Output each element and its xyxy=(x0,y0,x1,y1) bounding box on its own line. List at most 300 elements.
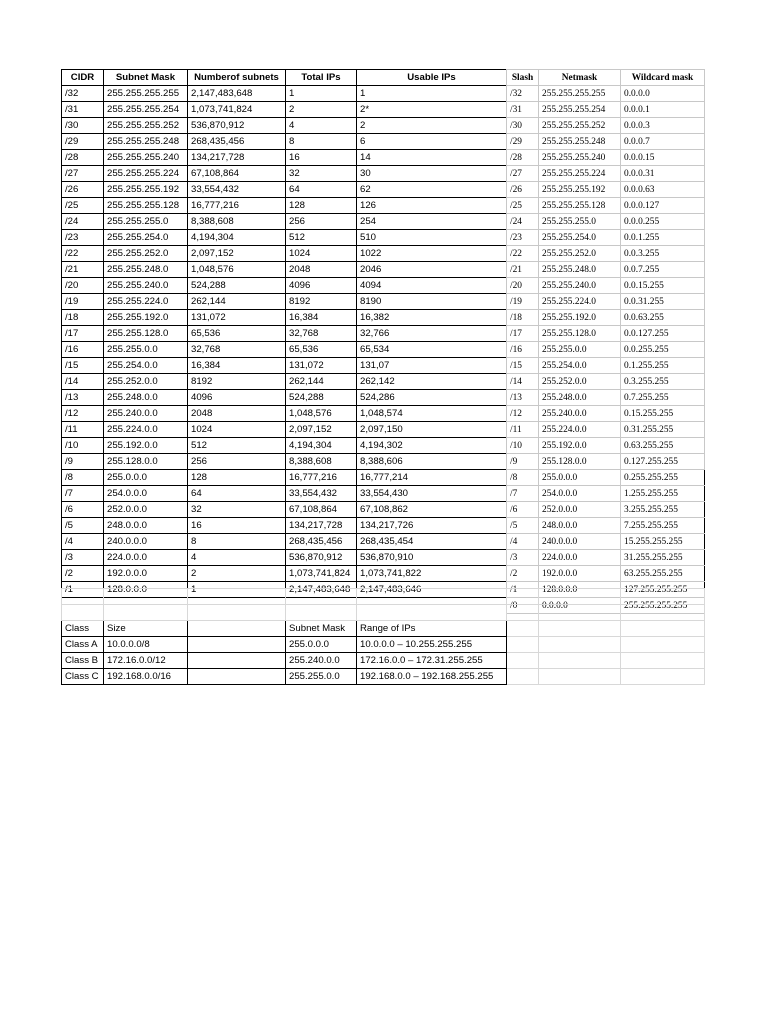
slash-cell: /31 xyxy=(507,102,539,118)
class-header-cell: Range of IPs xyxy=(357,621,507,637)
subnet-count-cell: 4,194,304 xyxy=(188,230,286,246)
slash-row xyxy=(507,406,705,422)
subnet-mask-cell: 255.255.192.0 xyxy=(104,310,188,326)
cidr-cell: /18 xyxy=(62,310,104,326)
blank-cell xyxy=(539,621,621,637)
total-ips-cell: 16,777,216 xyxy=(286,470,357,486)
cidr-row xyxy=(62,390,507,406)
subnet-mask-cell: 255.255.255.128 xyxy=(104,198,188,214)
class-size-cell: 172.16.0.0/12 xyxy=(104,653,188,669)
subnet-mask-cell: 255.254.0.0 xyxy=(104,358,188,374)
usable-ips-cell: 16,382 xyxy=(357,310,507,326)
netmask-cell: 255.255.248.0 xyxy=(539,262,621,278)
slash-cell: /7 xyxy=(507,486,539,502)
netmask-cell: 0.0.0.0 xyxy=(539,598,621,614)
blank-cell xyxy=(507,653,539,669)
cidr-cell: /5 xyxy=(62,518,104,534)
subnet-mask-cell: 252.0.0.0 xyxy=(104,502,188,518)
slash-cell: /19 xyxy=(507,294,539,310)
class-row xyxy=(62,637,705,653)
slash-cell: /13 xyxy=(507,390,539,406)
subnet-count-cell: 134,217,728 xyxy=(188,150,286,166)
cidr-cell: /32 xyxy=(62,86,104,102)
cidr-row xyxy=(62,518,507,534)
cidr-row xyxy=(62,102,507,118)
netmask-cell: 255.248.0.0 xyxy=(539,390,621,406)
blank-cell xyxy=(286,605,357,621)
slash-cell: /8 xyxy=(507,470,539,486)
wildcard-mask-cell: 3.255.255.255 xyxy=(621,502,705,518)
subnet-mask-cell: 255.255.255.248 xyxy=(104,134,188,150)
wildcard-mask-cell: 31.255.255.255 xyxy=(621,550,705,566)
slash-row xyxy=(507,470,705,486)
subnet-count-cell: 4096 xyxy=(188,390,286,406)
wildcard-mask-cell: 0.1.255.255 xyxy=(621,358,705,374)
cidr-row xyxy=(62,294,507,310)
cidr-cell: /27 xyxy=(62,166,104,182)
subnet-mask-cell: 255.255.255.192 xyxy=(104,182,188,198)
blank-cell xyxy=(539,669,621,685)
usable-ips-cell: 2,097,150 xyxy=(357,422,507,438)
blank-cell xyxy=(621,653,705,669)
slash-row xyxy=(507,150,705,166)
subnet-count-cell: 1,073,741,824 xyxy=(188,102,286,118)
subnet-mask-cell: 255.255.255.252 xyxy=(104,118,188,134)
cidr-row xyxy=(62,182,507,198)
slash-table xyxy=(506,69,705,614)
cidr-cell: /26 xyxy=(62,182,104,198)
slash-cell: /10 xyxy=(507,438,539,454)
slash-row xyxy=(507,326,705,342)
slash-row xyxy=(507,278,705,294)
total-ips-cell: 16 xyxy=(286,150,357,166)
cidr-row xyxy=(62,454,507,470)
blank-cell xyxy=(539,637,621,653)
slash-row xyxy=(507,566,705,582)
wildcard-mask-cell: 0.127.255.255 xyxy=(621,454,705,470)
netmask-cell: 255.255.240.0 xyxy=(539,278,621,294)
slash-row xyxy=(507,438,705,454)
netmask-cell: 255.255.255.128 xyxy=(539,198,621,214)
subnet-count-cell: 65,536 xyxy=(188,326,286,342)
subnet-mask-cell: 255.255.255.255 xyxy=(104,86,188,102)
usable-ips-cell: 65,534 xyxy=(357,342,507,358)
slash-cell: /11 xyxy=(507,422,539,438)
usable-ips-cell: 2 xyxy=(357,118,507,134)
slash-cell: /16 xyxy=(507,342,539,358)
subnet-mask-cell: 255.0.0.0 xyxy=(104,470,188,486)
class-range-cell: 192.168.0.0 – 192.168.255.255 xyxy=(357,669,507,685)
slash-cell: /25 xyxy=(507,198,539,214)
total-ips-cell: 8192 xyxy=(286,294,357,310)
slash-cell: /17 xyxy=(507,326,539,342)
blank-cell xyxy=(104,605,188,621)
slash-cell: /26 xyxy=(507,182,539,198)
slash-cell: /30 xyxy=(507,118,539,134)
total-ips-cell: 64 xyxy=(286,182,357,198)
wildcard-mask-cell: 0.0.0.7 xyxy=(621,134,705,150)
total-ips-cell: 1,073,741,824 xyxy=(286,566,357,582)
total-ips-cell: 67,108,864 xyxy=(286,502,357,518)
class-subnet-mask-cell: 255.240.0.0 xyxy=(286,653,357,669)
usable-ips-cell: 1 xyxy=(357,86,507,102)
subnet-count-cell: 8 xyxy=(188,534,286,550)
class-empty-cell xyxy=(188,637,286,653)
total-ips-cell: 8,388,608 xyxy=(286,454,357,470)
cidr-cell: /12 xyxy=(62,406,104,422)
usable-ips-cell: 62 xyxy=(357,182,507,198)
subnet-count-cell: 2 xyxy=(188,566,286,582)
subnet-mask-cell: 255.255.254.0 xyxy=(104,230,188,246)
subnet-count-cell: 64 xyxy=(188,486,286,502)
cidr-cell: /28 xyxy=(62,150,104,166)
subnet-count-cell: 131,072 xyxy=(188,310,286,326)
class-table xyxy=(61,588,705,685)
class-table-body xyxy=(62,589,705,685)
slash-row xyxy=(507,230,705,246)
class-size-cell: 192.168.0.0/16 xyxy=(104,669,188,685)
usable-ips-cell: 1,048,574 xyxy=(357,406,507,422)
cidr-row xyxy=(62,134,507,150)
cidr-cell: /16 xyxy=(62,342,104,358)
slash-cell: /32 xyxy=(507,86,539,102)
slash-cell: /20 xyxy=(507,278,539,294)
cidr-cell: /22 xyxy=(62,246,104,262)
header-total-ips: Total IPs xyxy=(286,70,357,86)
slash-cell: /5 xyxy=(507,518,539,534)
subnet-mask-cell: 128.0.0.0 xyxy=(104,582,188,598)
cidr-row xyxy=(62,198,507,214)
netmask-cell: 255.255.255.254 xyxy=(539,102,621,118)
slash-row xyxy=(507,390,705,406)
wildcard-mask-cell: 1.255.255.255 xyxy=(621,486,705,502)
cidr-row xyxy=(62,374,507,390)
subnet-count-cell: 1024 xyxy=(188,422,286,438)
subnet-count-cell: 128 xyxy=(188,470,286,486)
slash-cell: /2 xyxy=(507,566,539,582)
slash-cell: /1 xyxy=(507,582,539,598)
blank-cell xyxy=(621,669,705,685)
wildcard-mask-cell: 0.7.255.255 xyxy=(621,390,705,406)
subnet-mask-cell: 255.255.248.0 xyxy=(104,262,188,278)
blank-cell xyxy=(507,637,539,653)
class-size-cell: 10.0.0.0/8 xyxy=(104,637,188,653)
slash-cell: /28 xyxy=(507,150,539,166)
netmask-cell: 255.240.0.0 xyxy=(539,406,621,422)
slash-cell: /29 xyxy=(507,134,539,150)
class-range-cell: 10.0.0.0 – 10.255.255.255 xyxy=(357,637,507,653)
cidr-cell: /2 xyxy=(62,566,104,582)
total-ips-cell: 268,435,456 xyxy=(286,534,357,550)
class-header-cell xyxy=(188,621,286,637)
subnet-count-cell: 2,097,152 xyxy=(188,246,286,262)
cidr-row xyxy=(62,118,507,134)
netmask-cell: 255.255.255.224 xyxy=(539,166,621,182)
subnet-mask-cell: 255.255.255.240 xyxy=(104,150,188,166)
cidr-cell: /29 xyxy=(62,134,104,150)
total-ips-cell: 536,870,912 xyxy=(286,550,357,566)
cidr-row xyxy=(62,326,507,342)
total-ips-cell: 262,144 xyxy=(286,374,357,390)
slash-cell: /0 xyxy=(507,598,539,614)
class-subnet-mask-cell: 255.0.0.0 xyxy=(286,637,357,653)
usable-ips-cell: 1022 xyxy=(357,246,507,262)
class-name-cell: Class B xyxy=(62,653,104,669)
cidr-row xyxy=(62,502,507,518)
blank-cell xyxy=(507,589,539,605)
usable-ips-cell: 14 xyxy=(357,150,507,166)
blank-cell xyxy=(62,589,104,605)
subnet-mask-cell: 224.0.0.0 xyxy=(104,550,188,566)
slash-row xyxy=(507,102,705,118)
cidr-row xyxy=(62,422,507,438)
subnet-count-cell: 256 xyxy=(188,454,286,470)
blank-cell xyxy=(539,605,621,621)
cidr-row xyxy=(62,278,507,294)
cidr-table-body xyxy=(62,86,507,598)
netmask-cell: 255.255.255.255 xyxy=(539,86,621,102)
netmask-cell: 192.0.0.0 xyxy=(539,566,621,582)
slash-cell: /4 xyxy=(507,534,539,550)
subnet-mask-cell: 255.192.0.0 xyxy=(104,438,188,454)
wildcard-mask-cell: 0.0.7.255 xyxy=(621,262,705,278)
cidr-cell: /6 xyxy=(62,502,104,518)
slash-row xyxy=(507,182,705,198)
total-ips-cell: 256 xyxy=(286,214,357,230)
total-ips-cell: 16,384 xyxy=(286,310,357,326)
slash-cell: /15 xyxy=(507,358,539,374)
netmask-cell: 255.255.255.240 xyxy=(539,150,621,166)
netmask-cell: 240.0.0.0 xyxy=(539,534,621,550)
header-subnet-mask: Subnet Mask xyxy=(104,70,188,86)
cidr-row xyxy=(62,534,507,550)
usable-ips-cell: 8,388,606 xyxy=(357,454,507,470)
subnet-mask-cell: 248.0.0.0 xyxy=(104,518,188,534)
class-row xyxy=(62,669,705,685)
blank-cell xyxy=(507,669,539,685)
usable-ips-cell: 6 xyxy=(357,134,507,150)
total-ips-cell: 131,072 xyxy=(286,358,357,374)
netmask-cell: 128.0.0.0 xyxy=(539,582,621,598)
blank-cell xyxy=(357,605,507,621)
blank-cell xyxy=(104,589,188,605)
netmask-cell: 248.0.0.0 xyxy=(539,518,621,534)
blank-cell xyxy=(539,589,621,605)
netmask-cell: 255.255.192.0 xyxy=(539,310,621,326)
subnet-count-cell: 512 xyxy=(188,438,286,454)
wildcard-mask-cell: 127.255.255.255 xyxy=(621,582,705,598)
subnet-mask-cell: 255.255.224.0 xyxy=(104,294,188,310)
cidr-row xyxy=(62,230,507,246)
netmask-cell: 255.128.0.0 xyxy=(539,454,621,470)
subnet-mask-cell: 255.255.255.224 xyxy=(104,166,188,182)
subnet-mask-cell: 255.224.0.0 xyxy=(104,422,188,438)
subnet-mask-cell: 255.248.0.0 xyxy=(104,390,188,406)
subnet-count-cell: 4 xyxy=(188,550,286,566)
cidr-cell: /25 xyxy=(62,198,104,214)
usable-ips-cell: 262,142 xyxy=(357,374,507,390)
subnet-mask-cell: 255.240.0.0 xyxy=(104,406,188,422)
cidr-table xyxy=(61,69,507,598)
netmask-cell: 255.255.0.0 xyxy=(539,342,621,358)
slash-row xyxy=(507,86,705,102)
subnet-count-cell: 32 xyxy=(188,502,286,518)
total-ips-cell: 4 xyxy=(286,118,357,134)
cidr-row xyxy=(62,566,507,582)
netmask-cell: 224.0.0.0 xyxy=(539,550,621,566)
netmask-cell: 255.255.128.0 xyxy=(539,326,621,342)
slash-cell: /14 xyxy=(507,374,539,390)
cidr-cell: /24 xyxy=(62,214,104,230)
wildcard-mask-cell: 0.0.0.127 xyxy=(621,198,705,214)
slash-row xyxy=(507,534,705,550)
wildcard-mask-cell: 0.0.127.255 xyxy=(621,326,705,342)
netmask-cell: 255.252.0.0 xyxy=(539,374,621,390)
wildcard-mask-cell: 63.255.255.255 xyxy=(621,566,705,582)
blank-cell xyxy=(357,589,507,605)
class-header-cell: Size xyxy=(104,621,188,637)
cidr-row xyxy=(62,310,507,326)
slash-row xyxy=(507,214,705,230)
class-empty-cell xyxy=(188,669,286,685)
cidr-cell: /20 xyxy=(62,278,104,294)
slash-row xyxy=(507,294,705,310)
slash-row xyxy=(507,518,705,534)
subnet-count-cell: 2048 xyxy=(188,406,286,422)
total-ips-cell: 2,097,152 xyxy=(286,422,357,438)
usable-ips-cell: 536,870,910 xyxy=(357,550,507,566)
netmask-cell: 254.0.0.0 xyxy=(539,486,621,502)
wildcard-mask-cell: 0.0.15.255 xyxy=(621,278,705,294)
slash-row xyxy=(507,198,705,214)
total-ips-cell: 65,536 xyxy=(286,342,357,358)
cidr-cell: /15 xyxy=(62,358,104,374)
cidr-cell: /13 xyxy=(62,390,104,406)
total-ips-cell: 4096 xyxy=(286,278,357,294)
wildcard-mask-cell: 0.0.0.63 xyxy=(621,182,705,198)
blank-grid-row xyxy=(62,589,705,605)
slash-row xyxy=(507,310,705,326)
subnet-mask-cell: 255.255.252.0 xyxy=(104,246,188,262)
subnet-count-cell: 1 xyxy=(188,582,286,598)
subnet-count-cell: 16,777,216 xyxy=(188,198,286,214)
total-ips-cell: 33,554,432 xyxy=(286,486,357,502)
total-ips-cell: 1,048,576 xyxy=(286,406,357,422)
netmask-cell: 255.255.255.252 xyxy=(539,118,621,134)
subnet-mask-cell: 255.252.0.0 xyxy=(104,374,188,390)
cidr-row xyxy=(62,406,507,422)
subnet-count-cell: 32,768 xyxy=(188,342,286,358)
slash-cell: /22 xyxy=(507,246,539,262)
netmask-cell: 255.255.255.248 xyxy=(539,134,621,150)
cidr-cell: /17 xyxy=(62,326,104,342)
wildcard-mask-cell: 0.0.1.255 xyxy=(621,230,705,246)
slash-row xyxy=(507,374,705,390)
wildcard-mask-cell: 0.3.255.255 xyxy=(621,374,705,390)
wildcard-mask-cell: 15.255.255.255 xyxy=(621,534,705,550)
slash-row xyxy=(507,486,705,502)
header-cidr: CIDR xyxy=(62,70,104,86)
total-ips-cell: 32,768 xyxy=(286,326,357,342)
total-ips-cell: 32 xyxy=(286,166,357,182)
cidr-row xyxy=(62,214,507,230)
wildcard-mask-cell: 0.0.3.255 xyxy=(621,246,705,262)
slash-cell: /21 xyxy=(507,262,539,278)
subnet-count-cell: 262,144 xyxy=(188,294,286,310)
total-ips-cell: 524,288 xyxy=(286,390,357,406)
blank-cell xyxy=(621,605,705,621)
cidr-cell: /31 xyxy=(62,102,104,118)
netmask-cell: 255.255.254.0 xyxy=(539,230,621,246)
wildcard-mask-cell: 0.31.255.255 xyxy=(621,422,705,438)
header-number-of-subnets: Numberof subnets xyxy=(188,70,286,86)
header-netmask: Netmask xyxy=(539,70,621,86)
wildcard-mask-cell: 7.255.255.255 xyxy=(621,518,705,534)
subnet-mask-cell: 192.0.0.0 xyxy=(104,566,188,582)
slash-cell: /24 xyxy=(507,214,539,230)
wildcard-mask-cell: 0.255.255.255 xyxy=(621,470,705,486)
cidr-cell: /3 xyxy=(62,550,104,566)
slash-row xyxy=(507,134,705,150)
subnet-count-cell: 2,147,483,648 xyxy=(188,86,286,102)
netmask-cell: 255.255.255.0 xyxy=(539,214,621,230)
cidr-cell: /4 xyxy=(62,534,104,550)
usable-ips-cell: 8190 xyxy=(357,294,507,310)
blank-cell xyxy=(188,589,286,605)
header-slash: Slash xyxy=(507,70,539,86)
usable-ips-cell: 33,554,430 xyxy=(357,486,507,502)
blank-cell xyxy=(621,637,705,653)
subnet-mask-cell: 255.255.240.0 xyxy=(104,278,188,294)
total-ips-cell: 2 xyxy=(286,102,357,118)
cidr-cell: /7 xyxy=(62,486,104,502)
netmask-cell: 255.254.0.0 xyxy=(539,358,621,374)
subnet-mask-cell: 255.255.128.0 xyxy=(104,326,188,342)
cidr-cell: /23 xyxy=(62,230,104,246)
slash-row xyxy=(507,262,705,278)
slash-cell: /9 xyxy=(507,454,539,470)
usable-ips-cell: 32,766 xyxy=(357,326,507,342)
blank-cell xyxy=(507,621,539,637)
cidr-row xyxy=(62,166,507,182)
class-name-cell: Class A xyxy=(62,637,104,653)
wildcard-mask-cell: 0.0.0.3 xyxy=(621,118,705,134)
subnet-count-cell: 1,048,576 xyxy=(188,262,286,278)
cidr-row xyxy=(62,246,507,262)
cidr-row xyxy=(62,438,507,454)
subnet-count-cell: 16,384 xyxy=(188,358,286,374)
wildcard-mask-cell: 0.15.255.255 xyxy=(621,406,705,422)
blank-cell xyxy=(507,605,539,621)
cidr-cell: /11 xyxy=(62,422,104,438)
wildcard-mask-cell: 0.0.0.15 xyxy=(621,150,705,166)
netmask-cell: 255.255.255.192 xyxy=(539,182,621,198)
cidr-cell: /10 xyxy=(62,438,104,454)
total-ips-cell: 1024 xyxy=(286,246,357,262)
usable-ips-cell: 16,777,214 xyxy=(357,470,507,486)
cidr-row xyxy=(62,358,507,374)
subnet-mask-cell: 240.0.0.0 xyxy=(104,534,188,550)
usable-ips-cell: 67,108,862 xyxy=(357,502,507,518)
total-ips-cell: 128 xyxy=(286,198,357,214)
cidr-row xyxy=(62,470,507,486)
cidr-row xyxy=(62,86,507,102)
total-ips-cell: 2048 xyxy=(286,262,357,278)
class-header-cell: Class xyxy=(62,621,104,637)
blank-cell xyxy=(621,589,705,605)
usable-ips-cell: 2,147,483,646 xyxy=(357,582,507,598)
slash-cell: /12 xyxy=(507,406,539,422)
